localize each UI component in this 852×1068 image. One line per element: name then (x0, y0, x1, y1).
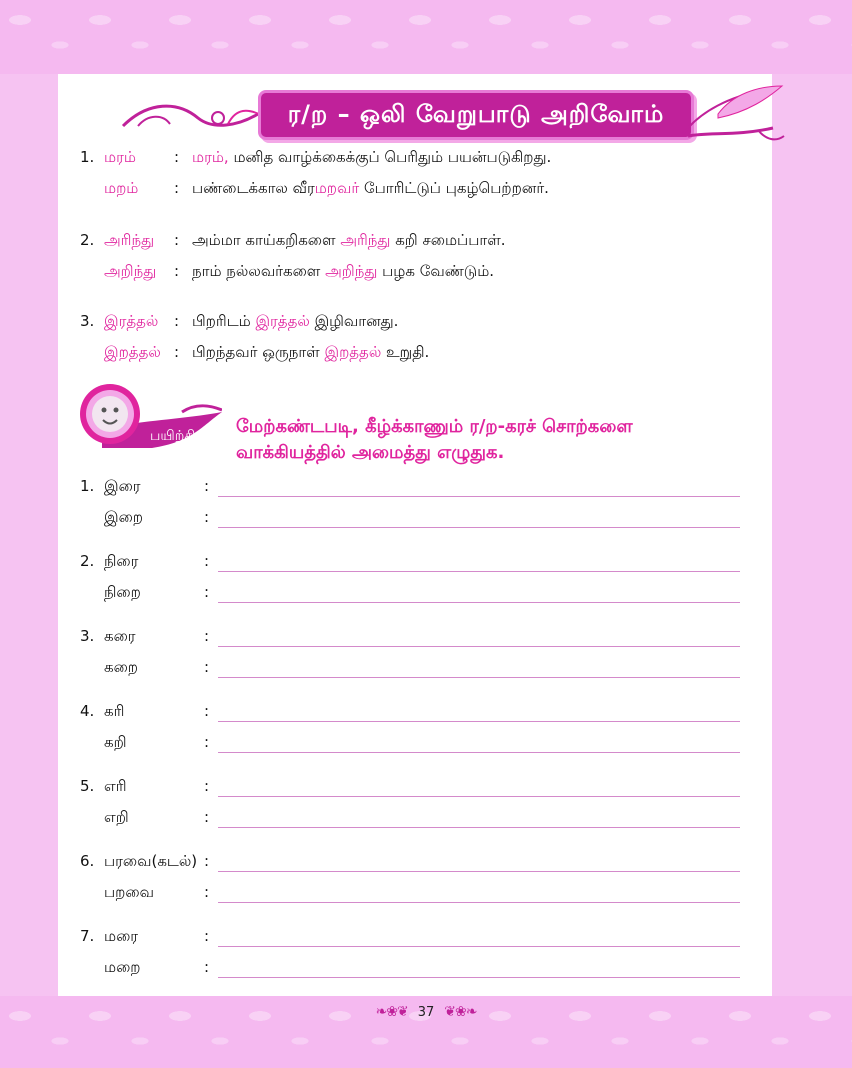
answer-line[interactable] (218, 677, 740, 678)
answer-row[interactable]: 3. கரை : (80, 627, 740, 649)
answer-line[interactable] (218, 571, 740, 572)
answer-line[interactable] (218, 496, 740, 497)
smiley-badge-icon (72, 382, 222, 452)
answer-line[interactable] (218, 646, 740, 647)
answer-line[interactable] (218, 946, 740, 947)
answer-line[interactable] (218, 827, 740, 828)
example-row: 3. இரத்தல் : பிறரிடம் இரத்தல் இழிவானது. (80, 312, 399, 330)
badge-label: பயிற்சி (150, 428, 196, 444)
footer-ornament-right-icon: ❦❀❧ (444, 1004, 477, 1020)
answer-row[interactable]: பறவை : (80, 883, 740, 905)
answer-row[interactable]: 4. கரி : (80, 702, 740, 724)
answer-row[interactable]: 1. இரை : (80, 477, 740, 499)
page-title: ர/ற – ஒலி வேறுபாடு அறிவோம் (287, 99, 665, 128)
worksheet-page (58, 74, 772, 996)
example-row: 1. மரம் : மரம், மனித வாழ்க்கைக்குப் பெரிதும் பயன்படுகிறது. (80, 148, 552, 166)
top-border-pattern (0, 0, 852, 74)
left-margin (0, 74, 58, 996)
swirl-ornament-left-icon (118, 96, 268, 136)
answer-line[interactable] (218, 527, 740, 528)
answer-row[interactable]: 7. மரை : (80, 927, 740, 949)
answer-row[interactable]: 2. நிரை : (80, 552, 740, 574)
exercise-instruction: மேற்கண்டபடி, கீழ்க்காணும் ர/ற-கரச் சொற்களை வாக்கியத்தில் அமைத்து எழுதுக. (236, 416, 633, 463)
footer-ornament-left-icon: ❧❀❦ (375, 1004, 408, 1020)
answer-line[interactable] (218, 977, 740, 978)
answer-line[interactable] (218, 721, 740, 722)
answer-row[interactable]: கறி : (80, 733, 740, 755)
answer-line[interactable] (218, 871, 740, 872)
answer-row[interactable]: நிறை : (80, 583, 740, 605)
page-number: 37 (417, 1004, 435, 1020)
answer-line[interactable] (218, 902, 740, 903)
example-row: இறத்தல் : பிறந்தவர் ஒருநாள் இறத்தல் உறுதி. (104, 343, 430, 361)
answer-row[interactable]: 6. பரவை(கடல்) : (80, 852, 740, 874)
example-row: 2. அரிந்து : அம்மா காய்கறிகளை அரிந்து கறி சமைப்பாள். (80, 231, 506, 249)
answer-line[interactable] (218, 796, 740, 797)
answer-row[interactable]: கறை : (80, 658, 740, 680)
example-row: அறிந்து : நாம் நல்லவர்களை அறிந்து பழக வேண்டும். (104, 262, 495, 280)
answer-row[interactable]: எறி : (80, 808, 740, 830)
page-footer (0, 1000, 852, 1024)
answer-row[interactable]: இறை : (80, 508, 740, 530)
answer-row[interactable]: மறை : (80, 958, 740, 980)
example-row: மறம் : பண்டைக்கால வீரமறவர் போரிட்டுப் புகழ்பெற்றனர். (104, 179, 549, 197)
title-box (258, 90, 694, 140)
right-margin (772, 74, 852, 996)
answer-row[interactable]: 5. எரி : (80, 777, 740, 799)
feather-ornament-icon (678, 84, 788, 144)
title-banner (118, 84, 718, 144)
answer-line[interactable] (218, 752, 740, 753)
answer-line[interactable] (218, 602, 740, 603)
